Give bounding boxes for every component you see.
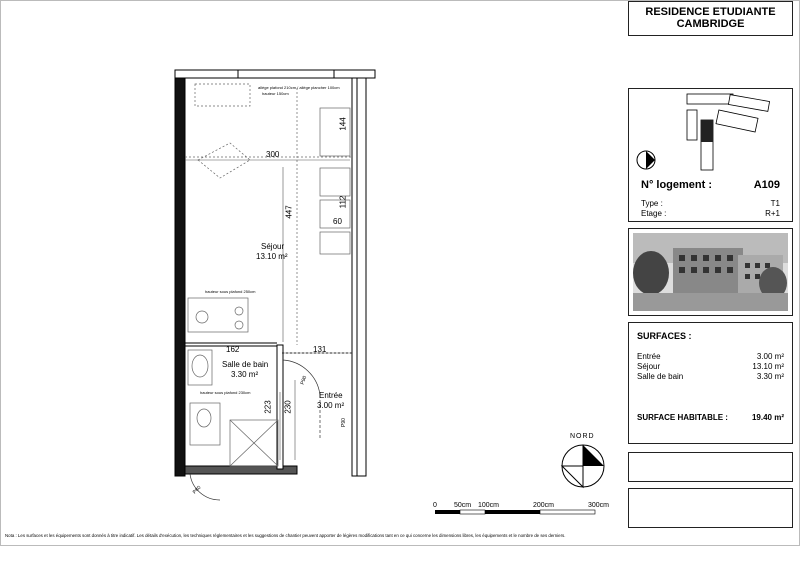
floor-plan xyxy=(160,60,580,570)
surface-name: Entrée xyxy=(637,352,661,361)
dim-300: 300 xyxy=(266,150,280,159)
sejour-name: Séjour xyxy=(261,242,285,251)
scale-tick-50: 50cm xyxy=(454,502,472,509)
walls xyxy=(175,70,375,476)
door-tag-p90a: P90 xyxy=(299,375,309,386)
building-render-illustration xyxy=(633,233,788,311)
scale-tick-300: 300cm xyxy=(588,502,610,509)
surface-value: 13.10 m² xyxy=(752,362,784,371)
surface-row-sejour xyxy=(637,362,784,372)
sdb-area: 3.30 m² xyxy=(231,370,259,379)
key-plan-map xyxy=(681,92,781,174)
lot-label: N° logement : xyxy=(641,179,713,191)
lot-box xyxy=(628,88,793,222)
surface-total-row xyxy=(637,413,784,423)
footnote: Nota : Les surfaces et les équipements sont donnés à titre indicatif. Les détails d'exécution, les techniques réglementaires et les suggestions de chantier peuvent apporter de légères modifications tant en ce qui concerne les dimensions libres, les équipements et le nombre de ses derniers. xyxy=(5,533,566,538)
surface-row-entree xyxy=(637,352,784,362)
etage-value: R+1 xyxy=(765,209,780,218)
dim-112: 112 xyxy=(338,195,348,209)
dim-131: 131 xyxy=(313,345,327,354)
dim-162: 162 xyxy=(226,345,240,354)
dim-230: 230 xyxy=(283,400,293,414)
etage-label: Etage : xyxy=(641,209,667,218)
window-note-2: hauteur 150cm xyxy=(262,91,289,96)
dim-223: 223 xyxy=(263,400,273,414)
surface-row-sdb xyxy=(637,372,784,382)
title-line-1: RESIDENCE ETUDIANTE xyxy=(645,6,776,18)
type-label: Type : xyxy=(641,199,663,208)
surface-value: 3.30 m² xyxy=(756,372,784,381)
dim-447: 447 xyxy=(284,205,294,219)
surface-total-label: SURFACE HABITABLE : xyxy=(637,413,728,422)
entree-name: Entrée xyxy=(319,391,343,400)
blank-box-1 xyxy=(628,452,793,482)
building-render-image xyxy=(628,228,793,316)
scale-tick-200: 200cm xyxy=(533,502,555,509)
type-value: T1 xyxy=(770,199,780,208)
blank-box-2 xyxy=(628,488,793,528)
scale-tick-0: 0 xyxy=(433,502,437,509)
surfaces-box xyxy=(628,322,793,444)
door-tag-p90b: P90 xyxy=(340,418,347,427)
sdb-name: Salle de bain xyxy=(222,360,269,369)
ceiling-note-1: hauteur sous plafond 250cm xyxy=(205,289,256,294)
surface-value: 3.00 m² xyxy=(756,352,784,361)
lot-number: A109 xyxy=(753,179,780,191)
title-box xyxy=(628,1,793,36)
window-note: allège plafond 210cm / allège plancher 100cm xyxy=(258,85,340,90)
surface-name: Séjour xyxy=(637,362,661,371)
scale-tick-100: 100cm xyxy=(478,502,500,509)
dimension-lines xyxy=(185,160,352,460)
surfaces-heading: SURFACES : xyxy=(637,331,692,341)
north-arrow-icon xyxy=(559,442,607,490)
north-label: NORD xyxy=(570,433,595,440)
ceiling-note-2: hauteur sous plafond 230cm xyxy=(200,390,251,395)
dim-60: 60 xyxy=(333,217,342,226)
surface-total-value: 19.40 m² xyxy=(751,413,784,422)
title-line-2: CAMBRIDGE xyxy=(676,18,745,30)
door-tag-p80: P80 xyxy=(191,484,203,496)
sejour-area: 13.10 m² xyxy=(256,252,288,261)
dim-144: 144 xyxy=(338,117,348,131)
scale-bar xyxy=(435,508,615,522)
entree-area: 3.00 m² xyxy=(317,401,345,410)
surface-name: Salle de bain xyxy=(637,372,684,381)
north-arrow-small-icon xyxy=(635,149,657,171)
